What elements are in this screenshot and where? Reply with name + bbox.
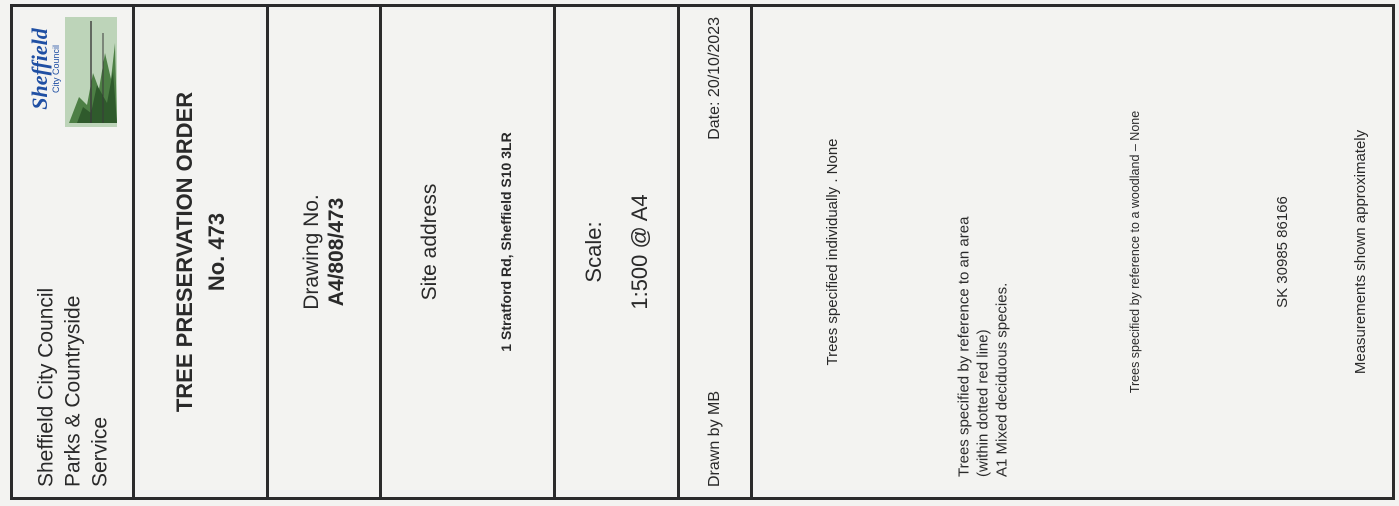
scale-value: 1:500 @ A4 (626, 194, 652, 310)
site-address: 1 Stratford Rd, Sheffield S10 3LR (497, 132, 514, 352)
meta-cell (680, 7, 750, 497)
org-cell (13, 7, 132, 497)
drawing-cell (269, 7, 379, 497)
logo-subtitle: City Council (51, 45, 61, 94)
note-area-species: A1 Mixed deciduous species. (993, 282, 1011, 477)
note-woodland: Trees specified by reference to a woodland – None (1128, 110, 1142, 394)
drawn-by: Drawn by MB (706, 390, 723, 487)
site-address-label: Site address (417, 183, 441, 301)
measurements-note: Measurements shown approximately (1352, 129, 1369, 375)
order-number: No. 473 (203, 212, 229, 292)
note-area: Trees specified by reference to an area (955, 216, 973, 477)
scale-label: Scale: (580, 221, 606, 283)
drawing-date: Date: 20/10/2023 (706, 17, 723, 140)
notes-cell (753, 7, 1392, 497)
grid-reference: SK 30985 86166 (1274, 196, 1291, 308)
title-block-frame (10, 4, 1395, 500)
note-area-boundary: (within dotted red line) (974, 329, 992, 477)
note-individual: Trees specified individually . None (824, 138, 841, 366)
org-service: Service (88, 416, 111, 487)
order-cell (135, 7, 266, 497)
order-title: TREE PRESERVATION ORDER (171, 91, 197, 413)
drawing-label: Drawing No. (300, 194, 323, 310)
org-department: Parks & Countryside (61, 295, 84, 487)
logo-name: Sheffield (27, 28, 52, 110)
org-name: Sheffield City Council (34, 287, 57, 487)
scale-cell (556, 7, 677, 497)
sheffield-logo-icon (19, 13, 119, 131)
drawing-number: A4/808/473 (325, 197, 348, 307)
site-cell (382, 7, 553, 497)
